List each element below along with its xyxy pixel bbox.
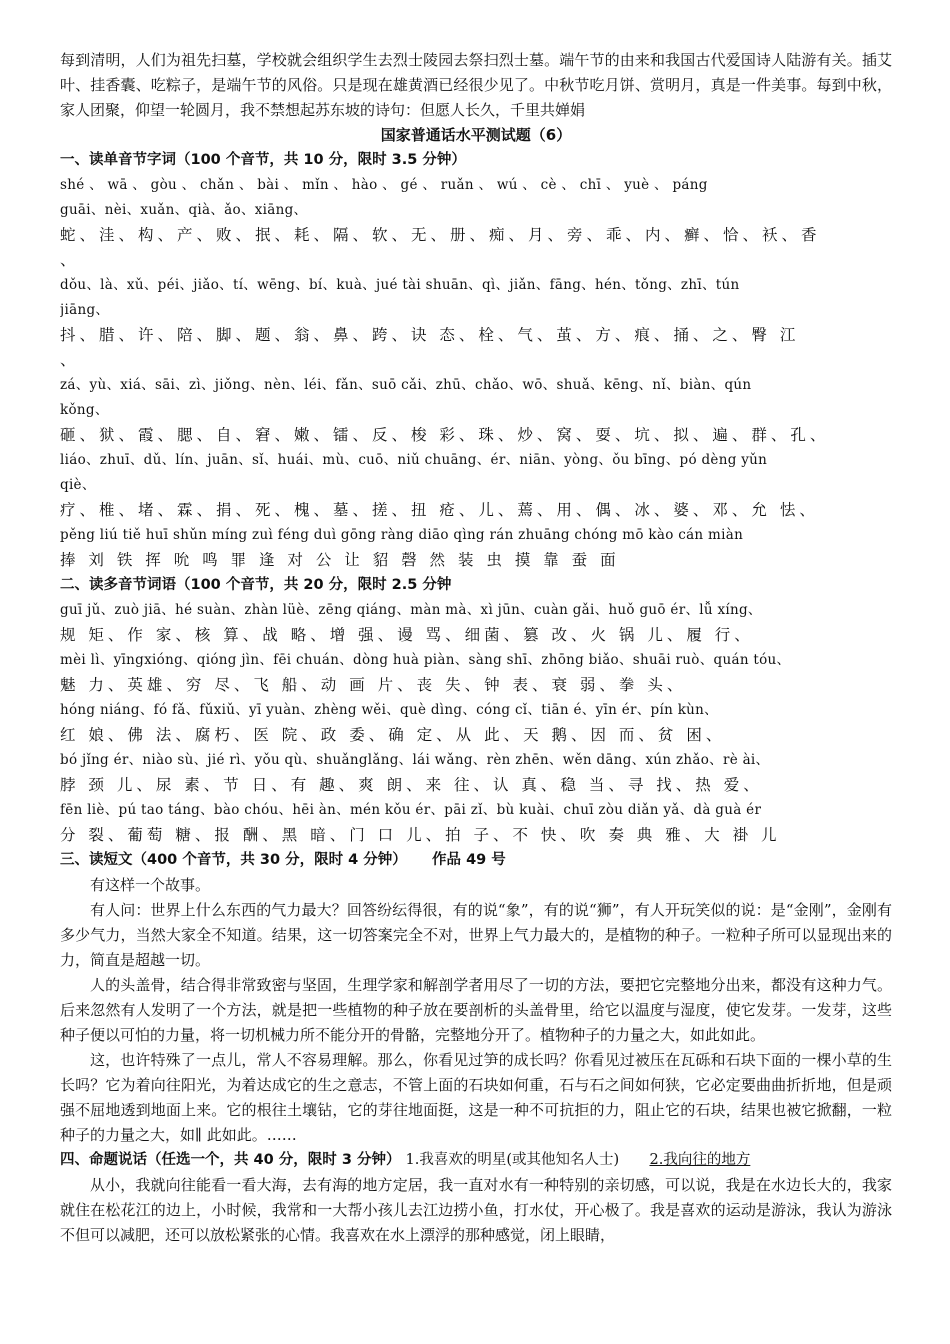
- hanzi-line: 、: [60, 251, 80, 269]
- pinyin-line: guāi、nèi、xuǎn、qià、ǎo、xiāng、: [60, 202, 308, 218]
- document-page: [60, 48, 892, 1248]
- intro-paragraph: 每到清明，人们为祖先扫墓，学校就会组织学生去烈士陵园去祭扫烈士墓。端午节的由来和我国古代爱国诗人陆游有关。插艾叶、挂香囊、吃粽子，是端午节的风俗。只是现在雄黄酒已经很少见了。中秋节吃月饼、赏明月，真是一件美事。每到中秋，家人团聚，仰望一轮圆月，我不禁想起苏东坡的诗句：但愿人长久，千里共婵娟: [60, 51, 892, 119]
- pinyin-line: mèi lì、yīngxióng、qióng jìn、fēi chuán、dòng huà piàn、sàng shī、zhōng biǎo、shuāi ruò、quán tóu、: [60, 652, 791, 668]
- pinyin-line: shé 、 wā 、 gòu 、 chǎn 、 bài 、 mǐn 、 hào 、 gé 、 ruǎn 、 wú 、 cè 、 chī 、 yuè 、 páng: [60, 177, 708, 193]
- pinyin-line: dǒu、là、xǔ、péi、jiǎo、tí、wēng、bí、kuà、jué tài shuān、qì、jiǎn、fāng、hén、tǒng、zhī、tún: [60, 277, 740, 293]
- pinyin-line: qiè、: [60, 477, 96, 493]
- section3-title: 三、读短文（400 个音节，共 30 分，限时 4 分钟）: [60, 852, 407, 868]
- topic-1: 1.我喜欢的明星(或其他知名人士): [405, 1152, 620, 1168]
- hanzi-line: 、: [60, 351, 80, 369]
- hanzi-line: 蛇、洼、构、产、败、抿、耗、隔、软、无、册、痴、月、旁、乖、内、癣、恰、袄、香: [60, 226, 821, 244]
- pinyin-line: guī jǔ、zuò jiā、hé suàn、zhàn lüè、zēng qiáng、màn mà、xì jūn、cuàn gǎi、huǒ guō ér、lǚ xíng、: [60, 602, 762, 618]
- passage-paragraph: 有人问：世界上什么东西的气力最大？回答纷纭得很，有的说“象”，有的说“狮”，有人开玩笑似的说：是“金刚”，金刚有多少气力，当然大家全不知道。结果，这一切答案完全不对，世界上气力最大的，是植物的种子。一粒种子所可以显现出来的力，简直是超越一切。: [60, 901, 892, 969]
- section1-heading: 一、读单音节字词（100 个音节，共 10 分，限时 3.5 分钟）: [60, 152, 466, 168]
- pinyin-line: kǒng、: [60, 402, 109, 418]
- work-number: 作品 49 号: [432, 852, 506, 868]
- passage-paragraph: 有这样一个故事。: [90, 876, 211, 894]
- section4-title: 四、命题说话（任选一个，共 40 分，限时 3 分钟）: [60, 1152, 401, 1168]
- hanzi-line: 魅 力、英雄、穷 尽、飞 船、动 画 片、丧 失、钟 表、衰 弱、拳 头、: [60, 676, 687, 694]
- section4-heading: [60, 1148, 892, 1173]
- pinyin-line: fēn liè、pú tao táng、bào chóu、hēi àn、mén kǒu ér、pāi zǐ、bù kuài、chuī zòu diǎn yǎ、dà guà ér: [60, 802, 762, 818]
- section1-lines: [60, 173, 892, 573]
- test-title: 国家普通话水平测试题（6）: [380, 126, 572, 144]
- section2-heading: 二、读多音节词语（100 个音节，共 20 分，限时 2.5 分钟: [60, 577, 452, 593]
- hanzi-line: 捧 刘 铁 挥 吮 鸣 罪 逢 对 公 让 貂 磬 然 装 虫 摸 靠 蚕 面: [60, 551, 620, 569]
- pinyin-line: liáo、zhuī、dǔ、lín、juān、sǐ、huái、mù、cuō、niǔ chuāng、ér、niān、yòng、ǒu bīng、pó dèng yǔn: [60, 452, 768, 468]
- hanzi-line: 疗、椎、堵、霖、捐、死、槐、墓、搓、扭 疮、儿、蔫、用、偶、冰、婆、邓、允 怯、: [60, 501, 819, 519]
- pinyin-line: pěng liú tiě huī shǔn míng zuì féng duì gōng ràng diāo qìng rán zhuāng chóng mō kào cán miàn: [60, 527, 744, 543]
- section2-lines: [60, 598, 892, 848]
- hanzi-line: 红 娘、佛 法、腐朽、医 院、政 委、确 定、从 此、天 鹅、因 而、贫 困、: [60, 726, 726, 744]
- hanzi-line: 分 裂、葡萄 糖、报 酬、黑 暗、门 口 儿、拍 子、不 快、吹 奏 典 雅、大 褂 儿: [60, 826, 781, 844]
- passage-paragraph: 这，也许特殊了一点儿，常人不容易理解。那么，你看见过笋的成长吗？你看见过被压在瓦砾和石块下面的一棵小草的生长吗？它为着向往阳光，为着达成它的生之意志，不管上面的石块如何重，石与石之间如何狭，它必定要曲曲折折地，但是顽强不屈地透到地面上来。它的根往土壤钻，它的芽往地面挺，这是一种不可抗拒的力，阻止它的石块，结果也被它掀翻，一粒种子的力量之大，如∥ 此如此。……: [60, 1051, 892, 1144]
- pinyin-line: jiāng、: [60, 302, 110, 318]
- topic-2: 2.我向往的地方: [649, 1152, 751, 1168]
- pinyin-line: zá、yù、xiá、sāi、zì、jiǒng、nèn、léi、fǎn、suō cǎi、zhū、chǎo、wō、shuǎ、kēng、nǐ、biàn、qún: [60, 377, 752, 393]
- section3-heading: [60, 848, 892, 873]
- speech-paragraph: 从小，我就向往能看一看大海，去有海的地方定居，我一直对水有一种特别的亲切感，可以说，我是在水边长大的，我家就住在松花江的边上，小时候，我常和一大帮小孩儿去江边捞小鱼，打水仗，开心极了。我是喜欢的运动是游泳，我认为游泳不但可以减肥，还可以放松紧张的心情。我喜欢在水上漂浮的那种感觉，闭上眼睛，: [60, 1176, 892, 1244]
- hanzi-line: 抖、腊、许、陪、脚、题、翁、鼻、跨、诀 态、栓、气、茧、方、痕、捅、之、臀 江: [60, 326, 800, 344]
- hanzi-line: 砸、狱、霞、腮、自、窘、嫩、镭、反、梭 彩、珠、炒、窝、耍、坑、拟、遍、群、孔、: [60, 426, 830, 444]
- hanzi-line: 脖 颈 儿、尿 素、节 日、有 趣、爽 朗、来 往、认 真、稳 当、寻 找、热 爱、: [60, 776, 763, 794]
- pinyin-line: hóng niáng、fó fǎ、fǔxiǔ、yī yuàn、zhèng wěi、què dìng、cóng cǐ、tiān é、yīn ér、pín kùn、: [60, 702, 718, 718]
- passage-paragraph: 人的头盖骨，结合得非常致密与坚固，生理学家和解剖学者用尽了一切的方法，要把它完整地分出来，都没有这种力气。后来忽然有人发明了一个方法，就是把一些植物的种子放在要剖析的头盖骨里，给它以温度与湿度，使它发芽。一发芽，这些种子便以可怕的力量，将一切机械力所不能分开的骨骼，完整地分开了。植物种子的力量之大，如此如此。: [60, 976, 892, 1044]
- pinyin-line: bó jǐng ér、niào sù、jié rì、yǒu qù、shuǎnglǎng、lái wǎng、rèn zhēn、wěn dāng、xún zhǎo、rè ài、: [60, 752, 770, 768]
- hanzi-line: 规 矩、作 家、核 算、战 略、增 强、谩 骂、细菌、篡 改、火 锅 儿、履 行、: [60, 626, 754, 644]
